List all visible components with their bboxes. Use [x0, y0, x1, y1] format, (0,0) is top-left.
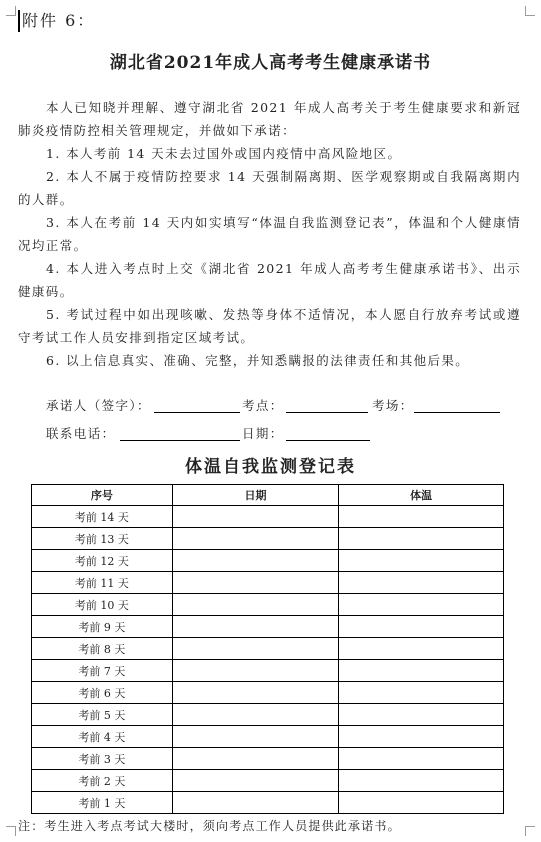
table-row: [32, 572, 504, 594]
table-row: [32, 506, 504, 528]
row-label: 考前 11 天: [32, 572, 173, 594]
commitment-body: [18, 96, 521, 372]
row-label: 考前 6 天: [32, 682, 173, 704]
table-row: [32, 660, 504, 682]
promiser-signature-line[interactable]: [154, 396, 240, 413]
date-cell[interactable]: [172, 638, 339, 660]
date-cell[interactable]: [172, 506, 339, 528]
row-label: 考前 9 天: [32, 616, 173, 638]
date-cell[interactable]: [172, 682, 339, 704]
date-cell[interactable]: [172, 792, 339, 814]
temperature-cell[interactable]: [339, 528, 504, 550]
table-row: [32, 726, 504, 748]
table-row: [32, 638, 504, 660]
header-index: 序号: [32, 485, 173, 506]
table-row: [32, 682, 504, 704]
commitment-item-5: 5. 考试过程中如出现咳嗽、发热等身体不适情况，本人愿自行放弃考试或遵守考试工作人员安排到指定区域考试。: [18, 307, 521, 345]
crop-mark-top-left: [6, 6, 16, 16]
date-cell[interactable]: [172, 572, 339, 594]
commitment-item-4: 4. 本人进入考点时上交《湖北省 2021 年成人高考考生健康承诺书》、出示健康码。: [18, 261, 521, 299]
row-label: 考前 10 天: [32, 594, 173, 616]
promiser-label: 承诺人（签字）：: [46, 398, 151, 413]
date-cell[interactable]: [172, 748, 339, 770]
table-title: 体温自我监测登记表: [185, 457, 356, 477]
crop-mark-bottom-right: [525, 826, 535, 836]
temperature-log-table: [31, 484, 504, 814]
row-label: 考前 8 天: [32, 638, 173, 660]
temperature-cell[interactable]: [339, 704, 504, 726]
exam-site-line[interactable]: [286, 396, 368, 413]
commitment-item-2: 2. 本人不属于疫情防控要求 14 天强制隔离期、医学观察期或自我隔离期内的人群。: [18, 169, 521, 207]
date-cell[interactable]: [172, 550, 339, 572]
date-cell[interactable]: [172, 770, 339, 792]
header-temperature: 体温: [339, 485, 504, 506]
temperature-cell[interactable]: [339, 682, 504, 704]
header-date: 日期: [172, 485, 339, 506]
temperature-cell[interactable]: [339, 660, 504, 682]
intro-paragraph: 本人已知晓并理解、遵守湖北省 2021 年成人高考关于考生健康要求和新冠肺炎疫情防控相关管理规定，并做如下承诺：: [18, 100, 521, 138]
table-row: [32, 616, 504, 638]
table-row: [32, 594, 504, 616]
signature-row-1: [46, 396, 506, 416]
temperature-cell[interactable]: [339, 594, 504, 616]
commitment-item-3: 3. 本人在考前 14 天内如实填写“体温自我监测登记表”，体温和个人健康情况均正常。: [18, 215, 521, 253]
commitment-item-1: 1. 本人考前 14 天未去过国外或国内疫情中高风险地区。: [46, 146, 402, 161]
exam-site-label: 考点：: [242, 398, 284, 413]
signature-row-2: [46, 424, 506, 444]
row-label: 考前 13 天: [32, 528, 173, 550]
temperature-cell[interactable]: [339, 506, 504, 528]
temperature-cell[interactable]: [339, 572, 504, 594]
table-row: [32, 770, 504, 792]
row-label: 考前 3 天: [32, 748, 173, 770]
temperature-cell[interactable]: [339, 770, 504, 792]
phone-line[interactable]: [120, 424, 240, 441]
attachment-label: 附件 6：: [18, 10, 95, 32]
row-label: 考前 2 天: [32, 770, 173, 792]
date-cell[interactable]: [172, 616, 339, 638]
row-label: 考前 4 天: [32, 726, 173, 748]
crop-mark-top-right: [525, 6, 535, 16]
table-header-row: [32, 485, 504, 506]
table-row: [32, 528, 504, 550]
date-line[interactable]: [286, 424, 370, 441]
commitment-item-6: 6. 以上信息真实、准确、完整，并知悉瞒报的法律责任和其他后果。: [46, 353, 470, 368]
table-row: [32, 550, 504, 572]
row-label: 考前 7 天: [32, 660, 173, 682]
date-cell[interactable]: [172, 660, 339, 682]
row-label: 考前 12 天: [32, 550, 173, 572]
footnote: 注：考生进入考点考试大楼时，须向考点工作人员提供此承诺书。: [18, 819, 401, 833]
phone-label: 联系电话：: [46, 426, 116, 441]
temperature-cell[interactable]: [339, 638, 504, 660]
date-cell[interactable]: [172, 726, 339, 748]
table-row: [32, 748, 504, 770]
date-cell[interactable]: [172, 594, 339, 616]
temperature-cell[interactable]: [339, 792, 504, 814]
exam-room-label: 考场：: [372, 398, 414, 413]
temperature-cell[interactable]: [339, 748, 504, 770]
table-row: [32, 704, 504, 726]
row-label: 考前 5 天: [32, 704, 173, 726]
date-cell[interactable]: [172, 528, 339, 550]
exam-room-line[interactable]: [414, 396, 500, 413]
row-label: 考前 14 天: [32, 506, 173, 528]
row-label: 考前 1 天: [32, 792, 173, 814]
crop-mark-bottom-left: [6, 826, 16, 836]
temperature-cell[interactable]: [339, 550, 504, 572]
table-row: [32, 792, 504, 814]
temperature-cell[interactable]: [339, 616, 504, 638]
date-cell[interactable]: [172, 704, 339, 726]
temperature-cell[interactable]: [339, 726, 504, 748]
date-label: 日期：: [242, 426, 284, 441]
document-title: 湖北省2021年成人高考考生健康承诺书: [109, 53, 432, 73]
